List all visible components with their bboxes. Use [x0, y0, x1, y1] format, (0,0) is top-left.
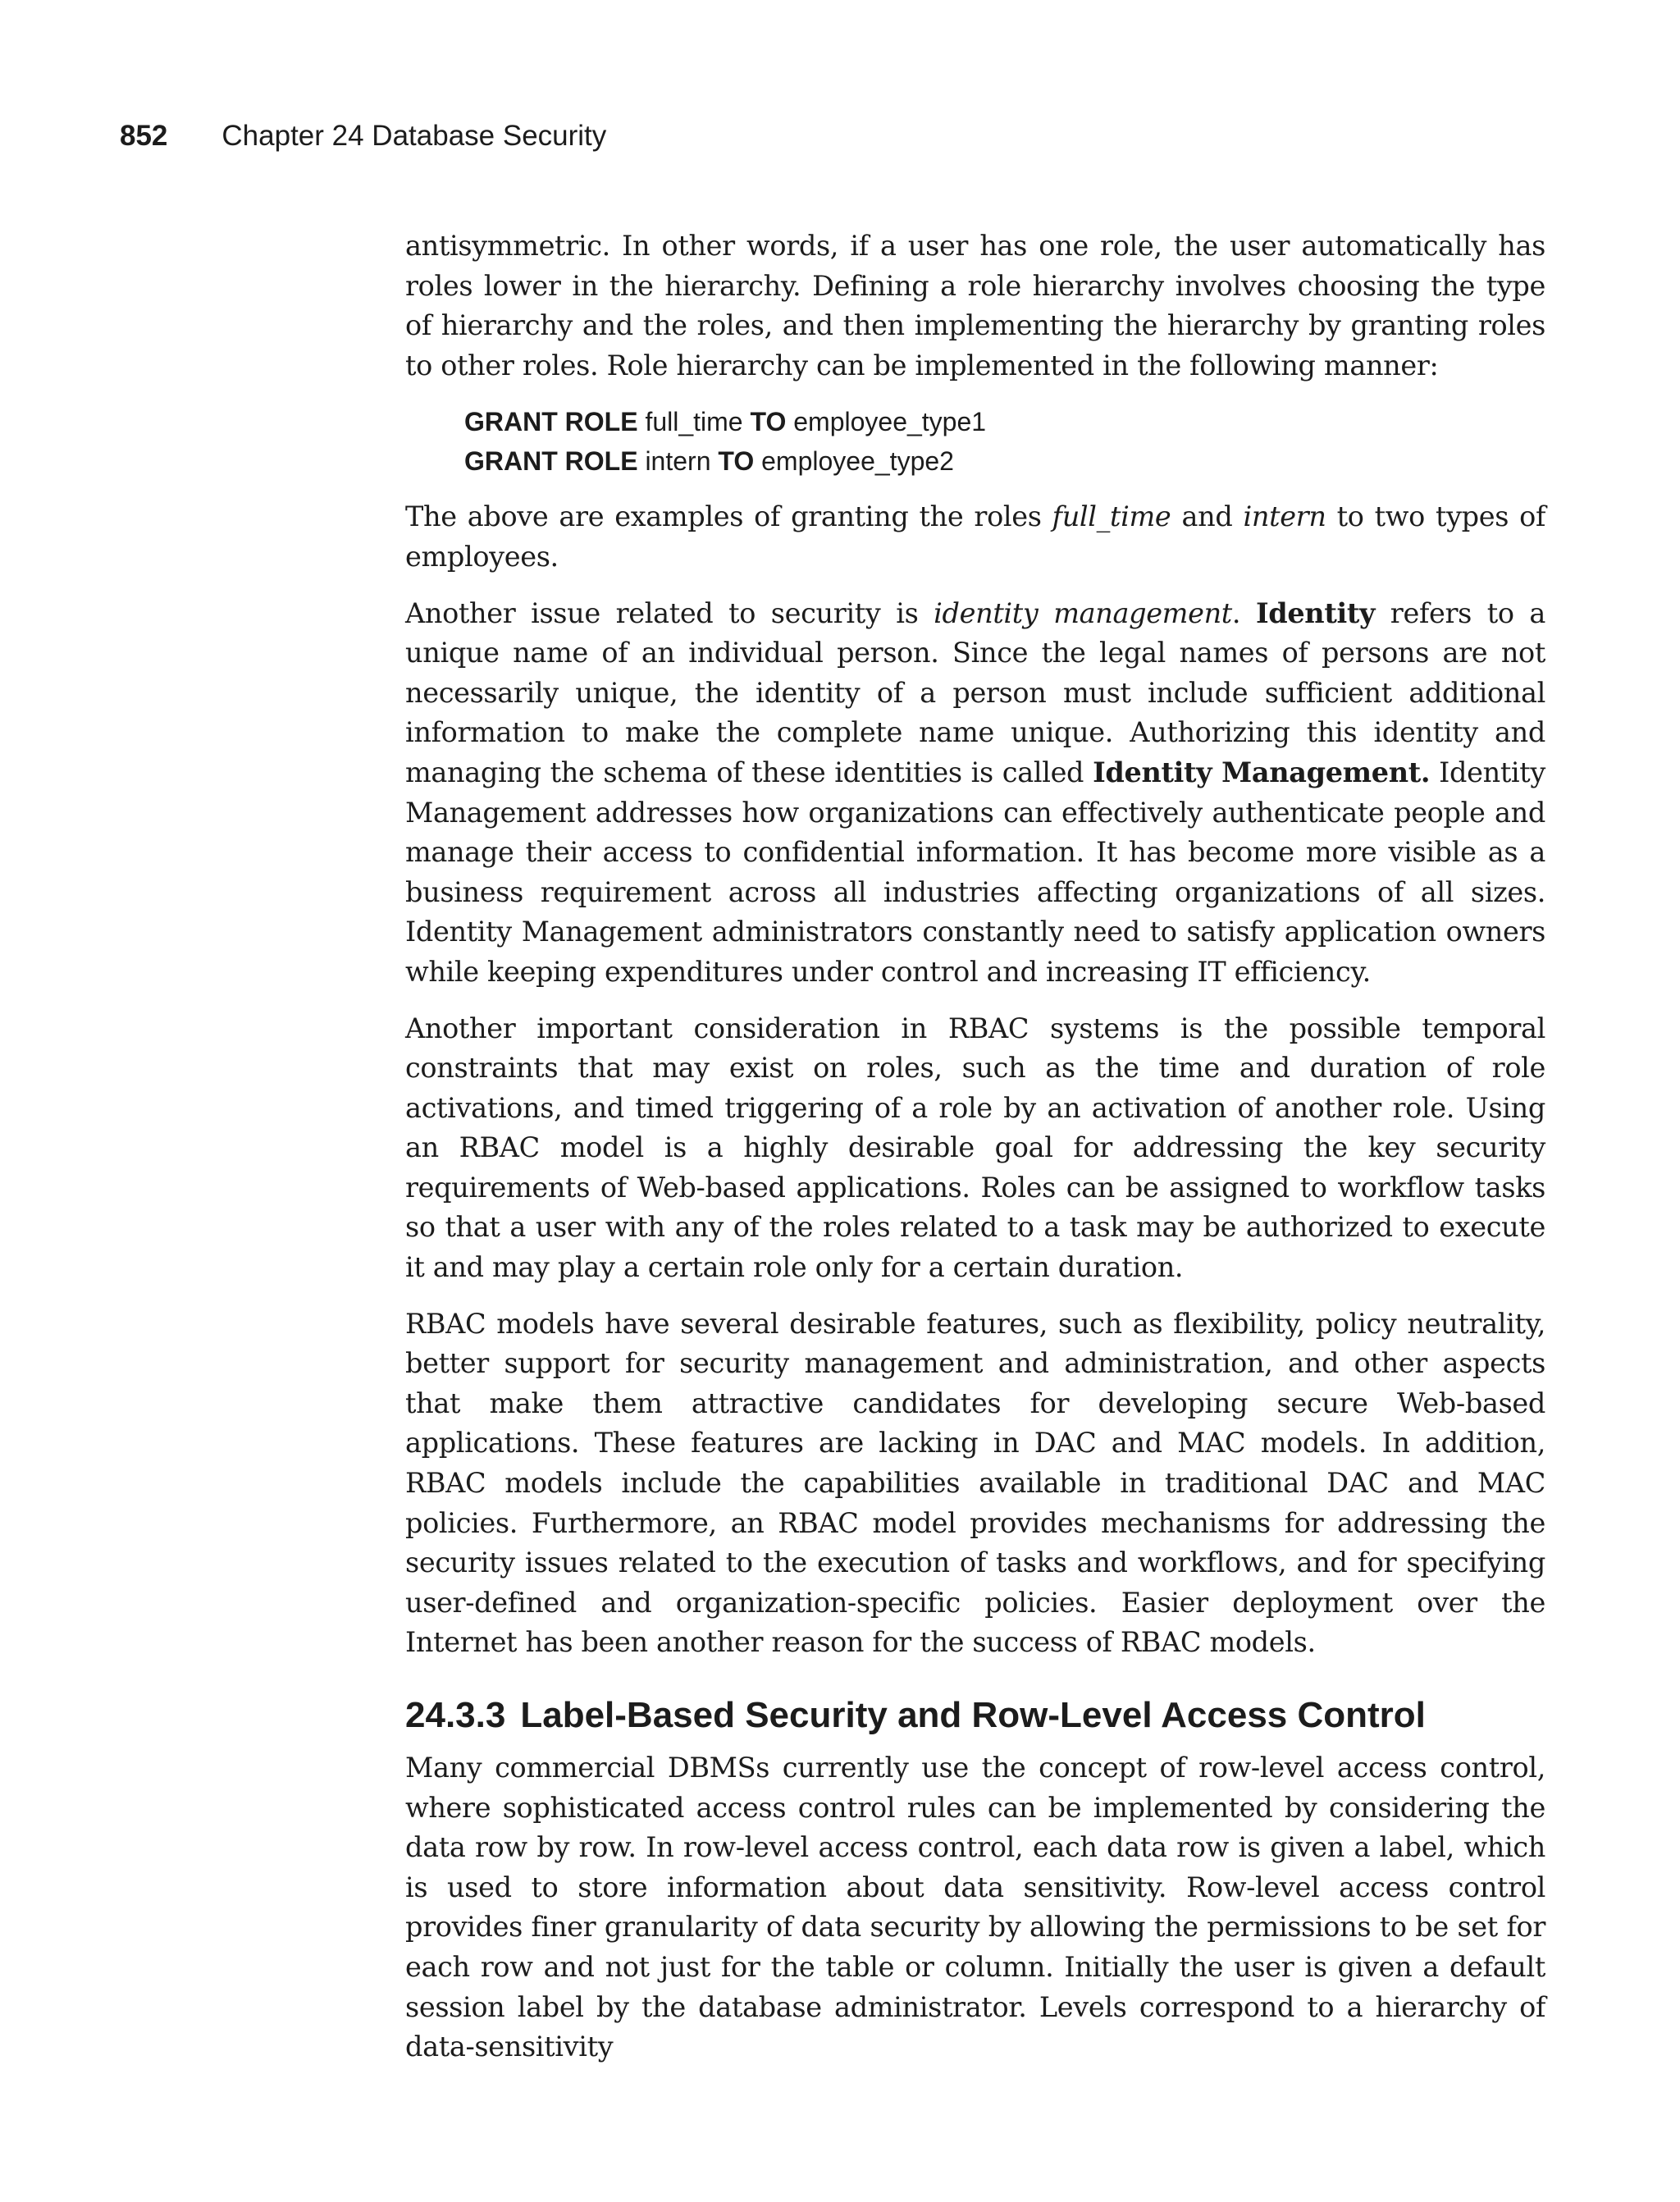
- section-heading: [405, 1691, 1545, 1740]
- code-argument: employee_type1: [793, 407, 987, 437]
- code-example: [464, 402, 1545, 481]
- code-line: [464, 402, 1545, 441]
- code-line: [464, 441, 1545, 481]
- code-keyword: TO: [750, 407, 787, 437]
- chapter-title: Chapter 24 Database Security: [221, 120, 607, 152]
- bold-term: Identity Management.: [1093, 756, 1431, 788]
- bold-term: Identity: [1255, 596, 1376, 629]
- code-argument: full_time: [645, 407, 743, 437]
- paragraph-row-level-access: Many commercial DBMSs currently use the concept of row-level access control, where sophisticated access control rules can be implemented by considering the data row by row. In row-level access control, each data row is given a label, which is used to store information about data sensitivity. Row-level access control provides finer granularity of data security by allowing the permissions to be set for each row and not just for the table or column. Initially the user is given a default session label by the database administrator. Levels correspond to a hierarchy of data-sensitivity: [405, 1752, 1545, 2063]
- paragraph-temporal-constraints: Another important consideration in RBAC systems is the possible temporal constraints that may exist on roles, such as the time and duration of role activations, and timed triggering of a role by an activation of another role. Using an RBAC model is a highly desirable goal for addressing the key security requirements of Web-based applications. Roles can be assigned to workflow tasks so that a user with any of the roles related to a task may be authorized to execute it and may play a certain role only for a certain duration.: [405, 1012, 1545, 1284]
- running-head: [120, 116, 606, 156]
- section-number: 24.3.3: [405, 1695, 506, 1735]
- emphasis-term: intern: [1243, 500, 1326, 533]
- paragraph-identity-management: Another issue related to security is identity management. Identity refers to a unique name of an individual person. Since the legal names of persons are not necessarily unique, the identity of a person must include sufficient additional information to make the complete name unique. Authorizing this identity and managing the schema of these identities is called Identity Management. Identity Management addresses how organizations can effectively authenticate people and manage their access to confidential information. It has become more visible as a business requirement across all industries affecting organizations of all sizes. Identity Management administrators constantly need to satisfy application owners while keeping expenditures under control and increasing IT efficiency.: [405, 596, 1545, 988]
- code-keyword: GRANT ROLE: [464, 407, 638, 437]
- page-number: 852: [120, 120, 168, 152]
- emphasis-term: full_time: [1052, 500, 1171, 533]
- paragraph-role-hierarchy: antisymmetric. In other words, if a user has one role, the user automatically has roles lower in the hierarchy. Defining a role hierarchy involves choosing the type of hierarchy and the roles, and then implementing the hierarchy by granting roles to other roles. Role hierarchy can be implemented in the following manner:: [405, 230, 1545, 381]
- code-argument: intern: [645, 446, 711, 477]
- section-title: Label-Based Security and Row-Level Access Control: [520, 1695, 1426, 1735]
- page-body: [405, 226, 1545, 2067]
- paragraph-granting-examples: The above are examples of granting the roles full_time and intern to two types of employees.: [405, 500, 1545, 573]
- code-keyword: TO: [718, 446, 755, 477]
- code-argument: employee_type2: [761, 446, 954, 477]
- code-keyword: GRANT ROLE: [464, 446, 638, 477]
- paragraph-rbac-features: RBAC models have several desirable features, such as flexibility, policy neutrality, better support for security management and administration, and other aspects that make them attractive candidates for developing secure Web-based applications. These features are lacking in DAC and MAC models. In addition, RBAC models include the capabilities available in traditional DAC and MAC policies. Furthermore, an RBAC model provides mechanisms for addressing the security issues related to the execution of tasks and workflows, and for specifying user-defined and organization-specific policies. Easier deployment over the Internet has been another reason for the success of RBAC models.: [405, 1307, 1545, 1659]
- emphasis-term: identity management: [934, 596, 1232, 629]
